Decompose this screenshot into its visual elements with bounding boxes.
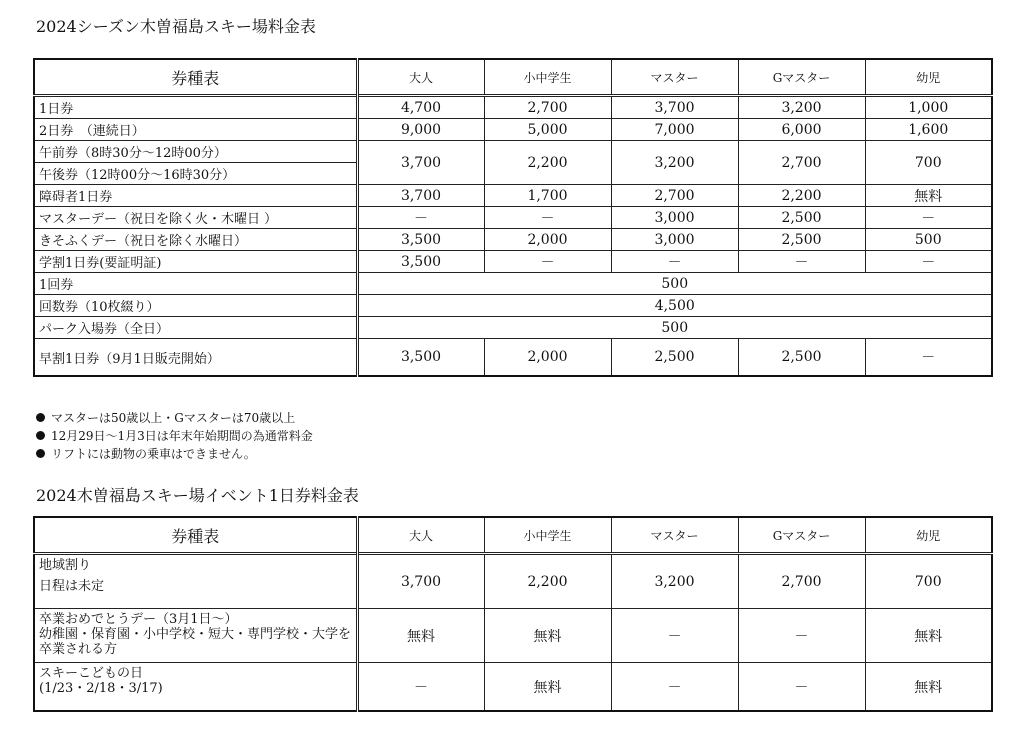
price-cell: 1,600: [865, 119, 992, 141]
price-cell: 2,200: [484, 554, 611, 609]
note-item: リフトには動物の乗車はできません。: [36, 445, 313, 463]
price-cell: 無料: [484, 663, 611, 712]
table-row: [34, 96, 992, 119]
price-cell: 500: [357, 273, 992, 295]
header-child: 小中学生: [484, 59, 611, 96]
row-label: 午後券（12時00分～16時30分）: [34, 163, 357, 185]
row-label: パーク入場券（全日）: [34, 317, 357, 339]
table-row: [34, 207, 992, 229]
header-infant: 幼児: [865, 517, 992, 554]
header-adult: 大人: [357, 59, 484, 96]
header-g-master: Gマスター: [738, 59, 865, 96]
price-cell: 3,200: [611, 554, 738, 609]
header-adult: 大人: [357, 517, 484, 554]
price-cell: 3,200: [611, 141, 738, 185]
price-cell: －: [484, 251, 611, 273]
table-row: [34, 141, 992, 163]
price-cell: 3,000: [611, 207, 738, 229]
event-price-table: [33, 516, 993, 712]
bullet-icon: [36, 449, 45, 458]
notes-list: [36, 409, 313, 463]
price-cell: －: [865, 207, 992, 229]
header-child: 小中学生: [484, 517, 611, 554]
price-cell: 2,000: [484, 229, 611, 251]
table-row: [34, 554, 992, 609]
price-cell: 6,000: [738, 119, 865, 141]
price-cell: －: [611, 663, 738, 712]
table-row: [34, 663, 992, 712]
row-label: 2日券 （連続日）: [34, 119, 357, 141]
price-cell: 700: [865, 554, 992, 609]
price-cell: 3,200: [738, 96, 865, 119]
table-header-row: [34, 517, 992, 554]
note-item: マスターは50歳以上・Gマスターは70歳以上: [36, 409, 313, 427]
price-cell: 3,500: [357, 229, 484, 251]
row-label: マスターデー（祝日を除く火・木曜日 ）: [34, 207, 357, 229]
row-label: 午前券（8時30分～12時00分）: [34, 141, 357, 163]
table-row: [34, 251, 992, 273]
price-cell: 2,500: [738, 229, 865, 251]
price-cell: 3,700: [357, 141, 484, 185]
price-cell: 3,000: [611, 229, 738, 251]
price-cell: 2,700: [738, 554, 865, 609]
event-price-title: 2024木曽福島スキー場イベント1日券料金表: [36, 486, 359, 505]
price-cell: 2,700: [738, 141, 865, 185]
row-label: 1回券: [34, 273, 357, 295]
price-cell: 2,700: [611, 185, 738, 207]
header-master: マスター: [611, 517, 738, 554]
price-cell: 500: [865, 229, 992, 251]
season-price-table: [33, 58, 993, 377]
price-cell: 2,200: [738, 185, 865, 207]
price-cell: 3,500: [357, 339, 484, 377]
row-label: きそふくデー（祝日を除く水曜日）: [34, 229, 357, 251]
price-cell: 7,000: [611, 119, 738, 141]
price-cell: 無料: [865, 185, 992, 207]
table-row: [34, 229, 992, 251]
row-label: 卒業おめでとうデー（3月1日～） 幼稚園・保育園・小中学校・短大・専門学校・大学を卒業される方: [34, 609, 357, 663]
table-row: [34, 609, 992, 663]
table-row: [34, 185, 992, 207]
price-cell: －: [738, 609, 865, 663]
price-cell: 3,700: [357, 554, 484, 609]
price-cell: －: [357, 663, 484, 712]
row-label: 1日券: [34, 96, 357, 119]
price-cell: 1,700: [484, 185, 611, 207]
note-item: 12月29日～1月3日は年末年始期間の為通常料金: [36, 427, 313, 445]
price-cell: －: [738, 251, 865, 273]
price-cell: －: [357, 207, 484, 229]
header-infant: 幼児: [865, 59, 992, 96]
season-price-title: 2024シーズン木曽福島スキー場料金表: [36, 17, 316, 36]
price-cell: 無料: [484, 609, 611, 663]
price-cell: 3,700: [357, 185, 484, 207]
price-cell: 2,500: [738, 339, 865, 377]
price-cell: 2,500: [738, 207, 865, 229]
header-ticket-type: 券種表: [34, 59, 357, 96]
bullet-icon: [36, 431, 45, 440]
row-label: 地域割り 日程は未定: [34, 554, 357, 609]
price-cell: 無料: [357, 609, 484, 663]
price-cell: 2,200: [484, 141, 611, 185]
price-cell: 4,500: [357, 295, 992, 317]
price-cell: 9,000: [357, 119, 484, 141]
price-cell: －: [865, 339, 992, 377]
price-cell: 5,000: [484, 119, 611, 141]
table-row: [34, 119, 992, 141]
price-cell: 3,700: [611, 96, 738, 119]
price-cell: －: [611, 609, 738, 663]
price-cell: 2,000: [484, 339, 611, 377]
price-cell: 500: [357, 317, 992, 339]
row-label: スキーこどもの日 (1/23・2/18・3/17): [34, 663, 357, 712]
price-cell: 2,500: [611, 339, 738, 377]
price-cell: 無料: [865, 663, 992, 712]
price-cell: 3,500: [357, 251, 484, 273]
table-row: [34, 295, 992, 317]
header-ticket-type: 券種表: [34, 517, 357, 554]
bullet-icon: [36, 413, 45, 422]
row-label: 障碍者1日券: [34, 185, 357, 207]
price-cell: －: [738, 663, 865, 712]
header-g-master: Gマスター: [738, 517, 865, 554]
price-cell: 700: [865, 141, 992, 185]
price-cell: 1,000: [865, 96, 992, 119]
table-row: [34, 339, 992, 377]
price-cell: 無料: [865, 609, 992, 663]
price-cell: －: [484, 207, 611, 229]
header-master: マスター: [611, 59, 738, 96]
price-cell: 4,700: [357, 96, 484, 119]
row-label: 早割1日券（9月1日販売開始）: [34, 339, 357, 377]
table-row: [34, 317, 992, 339]
table-header-row: [34, 59, 992, 96]
row-label: 学割1日券(要証明証): [34, 251, 357, 273]
row-label: 回数券（10枚綴り）: [34, 295, 357, 317]
price-cell: 2,700: [484, 96, 611, 119]
price-cell: －: [611, 251, 738, 273]
table-row: [34, 273, 992, 295]
price-cell: －: [865, 251, 992, 273]
